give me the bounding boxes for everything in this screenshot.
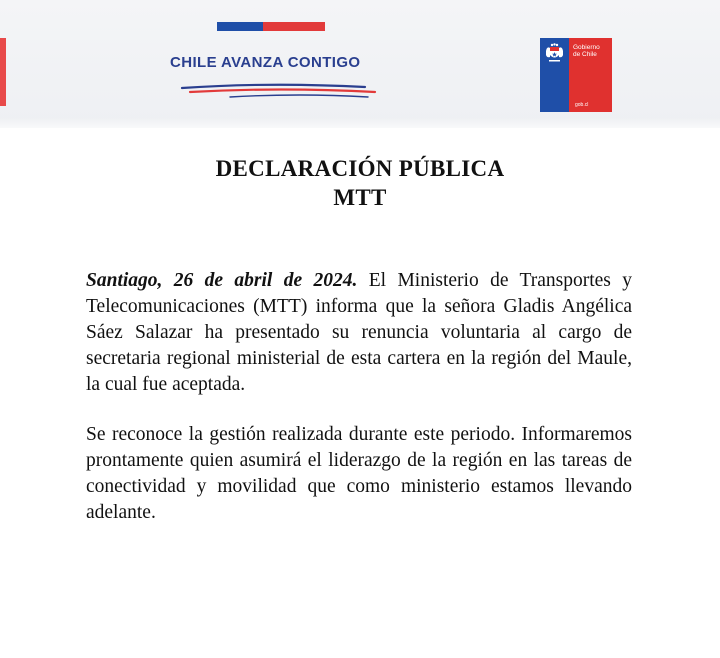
paragraph-2: Se reconoce la gestión realizada durante este periodo. Informaremos prontamente quien asumirá el liderazgo de la región en las tareas de conectividad y movilidad que como ministerio estamos llevando adelante. <box>86 424 632 523</box>
flag-bar-red <box>263 22 325 31</box>
gobierno-de-chile-logo <box>540 38 612 112</box>
document-title <box>0 154 720 212</box>
flag-bar-blue <box>217 22 263 31</box>
title-line-2: MTT <box>333 185 387 210</box>
left-accent-bar <box>0 38 6 106</box>
dateline: Santiago, 26 de abril de 2024. <box>86 270 358 291</box>
logo-text: Gobierno de Chile <box>573 44 600 58</box>
chile-coat-of-arms-icon <box>543 42 566 64</box>
header-banner <box>0 0 720 128</box>
paragraph-1 <box>86 268 632 398</box>
swoosh-lines <box>160 78 390 104</box>
paragraph-1-text: El Ministerio de Transportes y Telecomunicaciones (MTT) informa que la señora Gladis Angélica Sáez Salazar ha presentado su renuncia voluntaria al cargo de secretaria regional ministerial de esta cartera en la región del Maule, la cual fue aceptada. <box>86 270 633 395</box>
logo-url: gob.cl <box>575 102 589 108</box>
slogan: CHILE AVANZA CONTIGO <box>170 54 361 71</box>
title-line-1: DECLARACIÓN PÚBLICA <box>215 156 505 181</box>
